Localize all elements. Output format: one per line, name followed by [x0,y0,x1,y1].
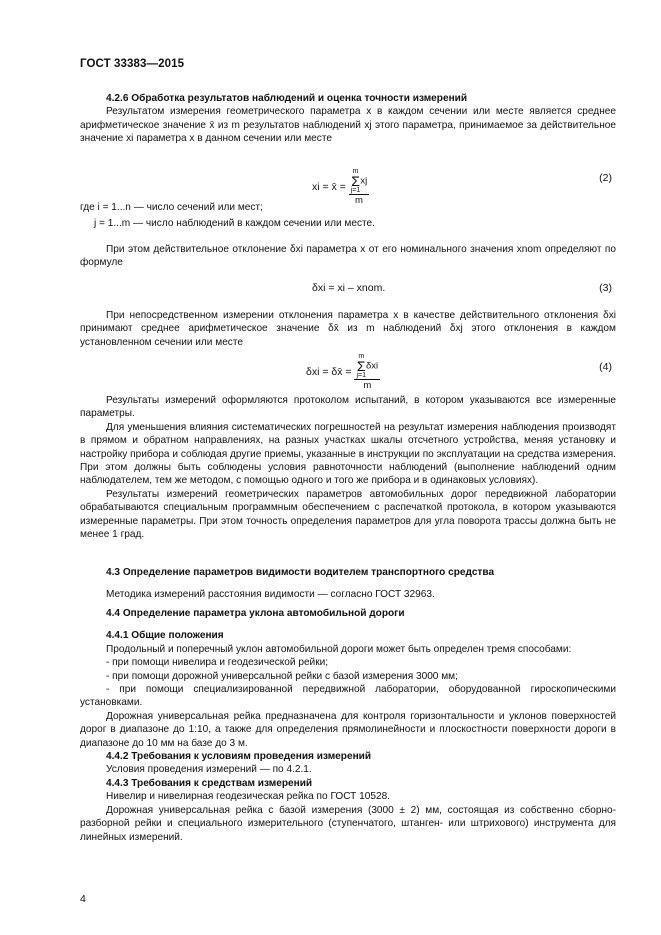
paragraph: Методика измерений расстояния видимости — согласно ГОСТ 32963. [106,589,435,601]
paragraph: Дорожная универсальная рейка предназначена для контроля горизонтальности и уклонов поверхностей дорог в диапазоне до 1:10, а также для определения прямолинейности и плоскостности поверхности дороги в диапазоне до 10 мм на базе до 3 м. [80,710,616,749]
section-4-4 [80,607,616,844]
section-title: 4.2.6 Обработка результатов наблюдений и оценка точности измерений [106,93,468,104]
paragraph-block [80,394,616,541]
fraction-denominator: m [355,195,363,206]
equation-number: (2) [599,172,612,184]
fraction [354,353,380,391]
formula-legend [80,201,616,231]
method-list [80,656,616,710]
equation-number: (4) [599,361,612,373]
formula-body [306,353,380,391]
formula-2 [80,158,616,206]
paragraph: При этом действительное отклонение δxi параметра x от его номинального значения xnom определяют по формуле [80,244,616,269]
formula-lhs: δxi = δx̄ = [306,365,352,378]
list-item: - при помощи нивелира и геодезической рейки; [106,657,329,669]
formula-3 [80,278,616,302]
paragraph-block [80,243,616,270]
sum-sign: m Σ j=1 [356,353,367,379]
subsection-title: 4.4.3 Требования к средствам измерений [106,777,313,789]
formula-lhs: xi = x̄ = [312,180,346,193]
legend-line: j = 1...m — число наблюдений в каждом сечении или месте. [94,218,375,230]
paragraph: Для уменьшения влияния систематических погрешностей на результат измерения наблюдения производят в прямом и обратном направлениях, на разных участках шкалы отсчетного устройства, меняя установку и настройку прибора и соблюдая другие приемы, указанные в инструкции по эксплуатации на средства измерения. При этом должны быть соблюдены условия равноточности наблюдений (выполнение наблюдений одним наблюдателем, тем же методом, с помощью одного и того же прибора и в одинаковых условиях). [80,421,616,487]
list-item: - при помощи дорожной универсальной рейки с базой измерения 3000 мм; [106,670,458,682]
section-title: 4.4 Определение параметра уклона автомобильной дороги [106,608,405,619]
paragraph: Результатом измерения геометрического параметра x в каждом сечении или месте является среднее арифметическое значение x̄ из m результатов наблюдений xj этого параметра, принимаемое за действительное значение xi параметра x в данном сечении или месте [80,106,616,145]
paragraph: Дорожная универсальная рейка с базой измерения (3000 ± 2) мм, состоящая из собственно сборно-разборной рейки и специального измерительного (ступенчатого, штанген- или штрихового) инструмента для линейных измерений. [80,804,616,843]
fraction-denominator: m [363,380,372,391]
paragraph: Условия проведения измерений — по 4.2.1. [106,764,312,776]
subsection-title: 4.4.1 Общие положения [106,630,224,642]
paragraph: При непосредственном измерении отклонения параметра x в качестве действительного отклонения δxi принимают среднее арифметическое значение δx̄ из m наблюдений δxj этого отклонения в каждом установленном сечении или месте [80,310,616,348]
paragraph: Продольный и поперечный уклон автомобильной дороги может быть определен тремя способами: [106,643,572,655]
legend-line: где i = 1...n — число сечений или мест; [80,202,263,213]
paragraph: Результаты измерений оформляются протоколом испытаний, в котором указываются все измеренные параметры. [80,395,616,420]
formula-4 [80,347,616,391]
fraction-numerator: δxi [366,360,379,372]
document-code: ГОСТ 33383—2015 [80,58,185,70]
equation-number: (3) [599,282,612,294]
fraction-numerator: xj [360,175,368,187]
section-4-3 [80,566,616,602]
page-number: 4 [80,893,86,905]
paragraph-block [80,309,616,349]
paragraph: Нивелир и нивелирная геодезическая рейка по ГОСТ 10528. [106,791,390,803]
subsection-title: 4.4.2 Требования к условиям проведения измерений [106,751,372,763]
sum-sign: m Σ j=1 [350,168,361,194]
paragraph: Результаты измерений геометрических параметров автомобильных дорог передвижной лаборатории обрабатываются специальным программным обеспечением с распечаткой протокола, в котором указываются измеренные параметры. При этом точность определения параметров для угла поворота трассы должна быть не менее 1 град. [80,488,616,541]
section-4-2-6 [80,92,616,146]
section-title: 4.3 Определение параметров видимости водителем транспортного средства [106,567,495,578]
list-item: - при помощи специализированной передвижной лаборатории, оборудованной гироскопическими установками. [80,684,616,709]
formula-body: δxi = xi – xnom. [312,282,386,294]
